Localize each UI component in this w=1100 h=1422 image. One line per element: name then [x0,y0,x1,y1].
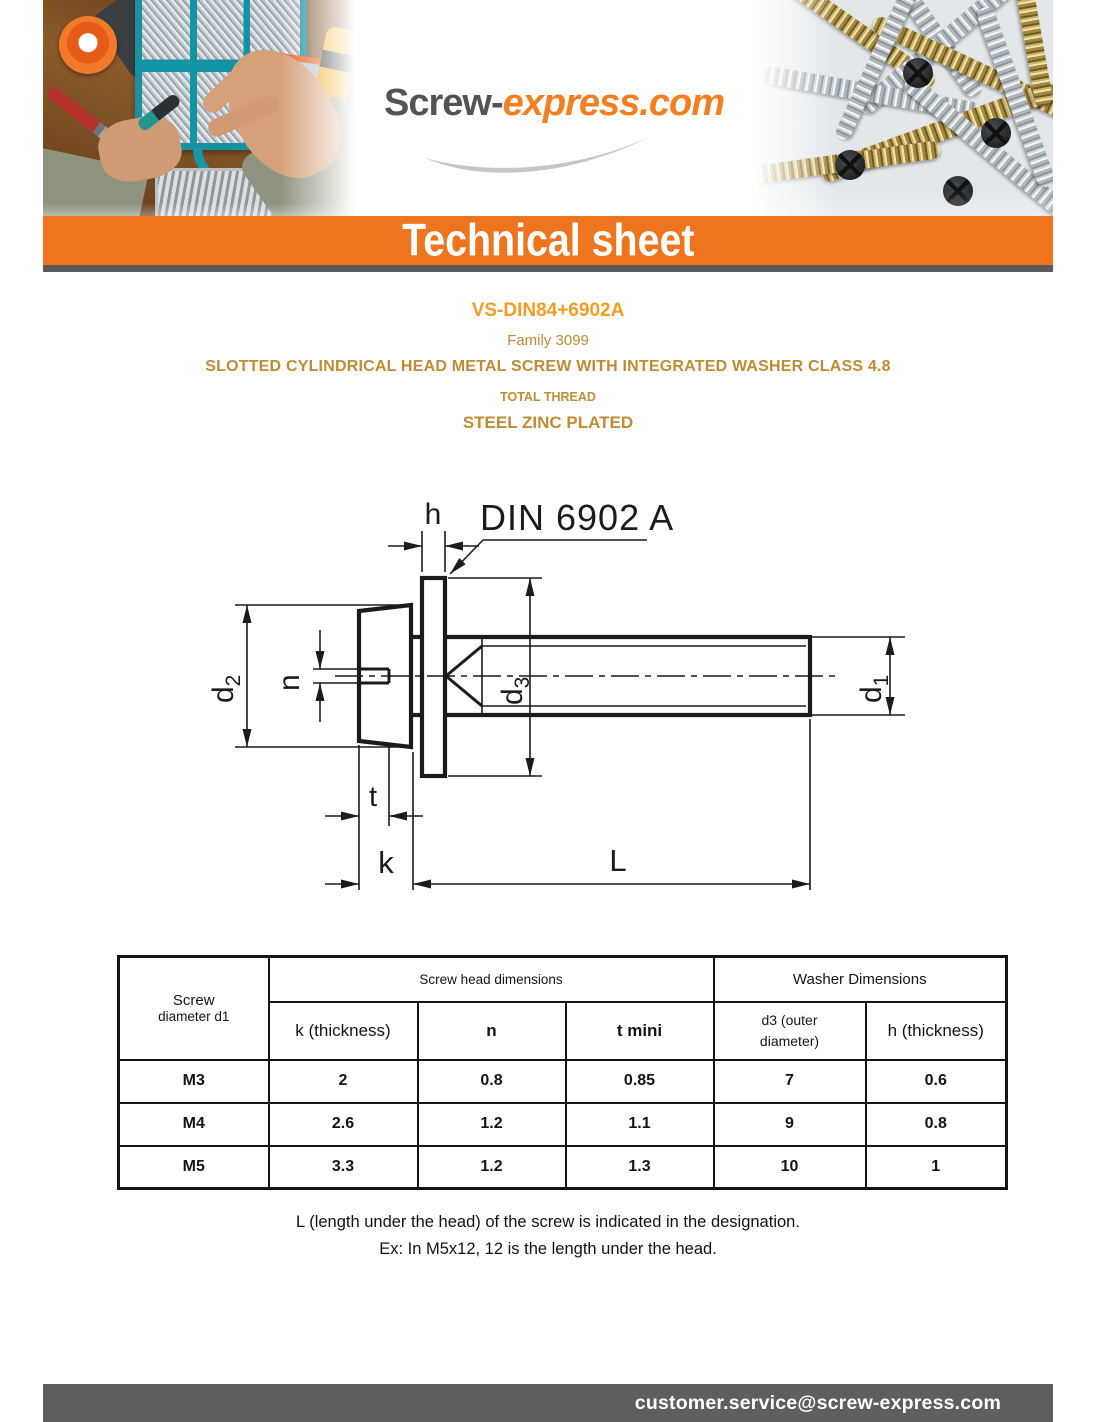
header-k-thickness: k (thickness) [269,1002,418,1060]
header [43,0,1053,216]
hand-image [94,111,186,186]
screw-image [753,0,938,91]
screw-image [901,73,1053,216]
product-code: VS-DIN84+6902A [471,300,625,321]
workbench-photo [43,0,355,216]
cell-d3: 7 [714,1060,866,1103]
header-screw-diameter: Screw diameter d1 [119,957,269,1060]
screw-image [870,14,1053,128]
dimensions-table [117,955,1008,1190]
organizer-handle-image [193,148,273,187]
header-d3-outer-diameter: d3 (outer diameter) [714,1002,866,1060]
dim-label-n: n [273,674,306,691]
table-row [119,1146,1007,1189]
dim-label-d1: $d_1$ [855,674,893,703]
note-line: Ex: In M5x12, 12 is the length under the head. [379,1240,717,1258]
logo-text [355,82,753,125]
screw-head-image [943,176,973,206]
logo-text-screw: Screw- [384,82,503,124]
header-screw-head-dimensions: Screw head dimensions [269,957,714,1002]
logo-text-express: express.com [502,82,724,124]
cell-n: 1.2 [418,1103,566,1146]
note-line: L (length under the head) of the screw is indicated in the designation. [296,1213,800,1231]
cell-diameter: M4 [119,1103,269,1146]
grip-tool-image [136,93,182,133]
cell-k: 3.3 [269,1146,418,1189]
banner [43,216,1053,265]
contact-email[interactable]: customer.service@screw-express.com [634,1392,1001,1414]
dim-label-k: k [378,845,394,880]
table-group-header-row [119,957,1007,1002]
product-thread: TOTAL THREAD [500,390,596,404]
cell-h: 0.6 [866,1060,1007,1103]
product-material: STEEL ZINC PLATED [462,413,634,432]
washer-outline [422,578,445,776]
cell-h: 1 [866,1146,1007,1189]
din-standard-label: DIN 6902 A [480,497,675,538]
dim-label-d2: $d_2$ [207,674,245,703]
screw-image [1008,0,1053,107]
dimension-lines [235,531,905,890]
wrench-image [43,156,131,191]
header-t-mini: t mini [566,1002,714,1060]
dim-label-h: h [424,498,442,531]
orange-parts-box-image [270,52,330,107]
cell-t: 1.3 [566,1146,714,1189]
cell-n: 1.2 [418,1146,566,1189]
screw-head-image [903,58,933,88]
cell-h: 0.8 [866,1103,1007,1146]
screw-outline [359,578,810,776]
notes [43,1209,1053,1263]
utility-knife-image [303,26,355,152]
product-title: SLOTTED CYLINDRICAL HEAD METAL SCREW WITH INTEGRATED WASHER CLASS 4.8 [205,358,891,375]
banner-title: Technical sheet [401,214,695,266]
header-n: n [418,1002,566,1060]
logo-swoosh-icon [419,126,659,182]
table-row [119,1103,1007,1146]
dim-label-d3: $d_3$ [496,676,534,705]
screws-photo [753,0,1053,216]
screw-image [855,0,1050,117]
sleeve-image [237,91,355,216]
cell-d3: 10 [714,1146,866,1189]
header-h-thickness: h (thickness) [866,1002,1007,1060]
cell-k: 2 [269,1060,418,1103]
screwdriver-image [45,85,141,164]
sleeve-image [43,147,149,216]
dim-label-t: t [368,781,378,813]
cell-diameter: M5 [119,1146,269,1189]
screw-image [761,65,981,121]
screw-image [753,140,941,186]
hand-image [208,30,355,197]
screw-head-image [835,150,865,180]
screw-image [817,80,1053,184]
product-block [43,293,1053,433]
banner-underline [43,265,1053,272]
footer-bar [43,1384,1053,1422]
screw-image [839,0,986,100]
cell-t: 1.1 [566,1103,714,1146]
cell-t: 0.85 [566,1060,714,1103]
screw-image [975,5,1053,190]
product-family: Family 3099 [507,332,589,349]
cell-n: 0.8 [418,1060,566,1103]
cell-k: 2.6 [269,1103,418,1146]
table-row [119,1060,1007,1103]
cell-diameter: M3 [119,1060,269,1103]
sanding-block-image [92,0,241,79]
screw-head-image [981,118,1011,148]
technical-drawing [150,460,980,950]
parts-box-image [155,168,299,216]
tape-measure-image [59,16,117,74]
dim-label-L: L [609,843,627,878]
cell-d3: 9 [714,1103,866,1146]
logo [355,0,753,216]
screw-image [833,0,932,142]
organizer-box-image [135,0,307,150]
header-washer-dimensions: Washer Dimensions [714,957,1007,1002]
